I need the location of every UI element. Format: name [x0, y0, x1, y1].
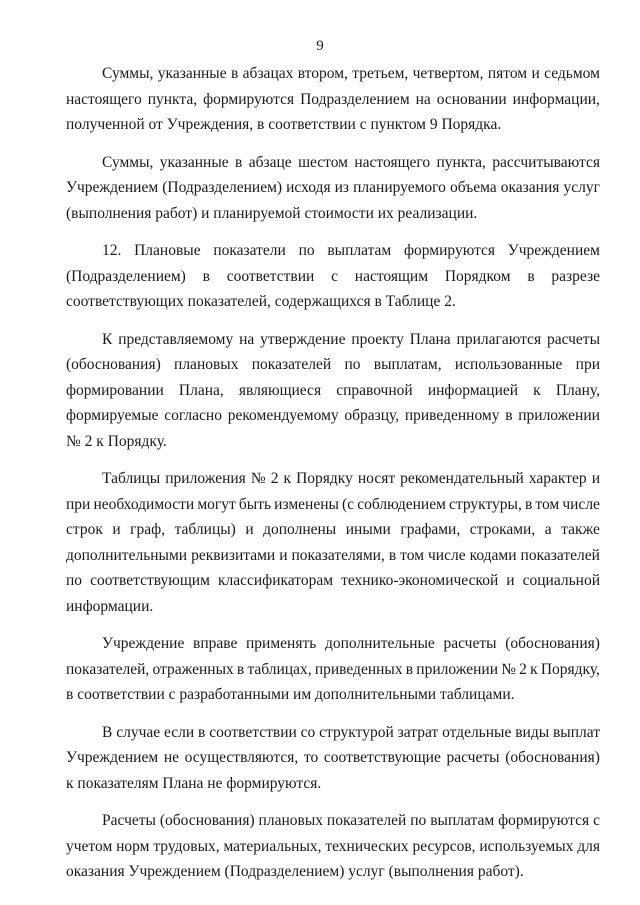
text-line: соответствующих показателей, содержащихся в Таблице 2. — [66, 293, 456, 310]
page-number: 9 — [316, 38, 324, 54]
paragraph — [66, 150, 600, 227]
paragraph — [66, 61, 600, 138]
text-line: Суммы, указанные в абзаце шестом настоящего пункта, рассчитываются — [102, 153, 600, 171]
text-line: дополнительными реквизитами и показателями, в том числе кодами показателей — [66, 546, 600, 564]
text-line: (выполнения работ) и планируемой стоимости их реализации. — [66, 204, 478, 222]
text-line: Учреждением не осуществляются, то соответствующие расчеты (обоснования) — [66, 749, 600, 766]
text-line: оказания Учреждением (Подразделением) услуг (выполнения работ). — [66, 863, 524, 880]
text-line: формируемые согласно рекомендуемому образцу, приведенному в приложении — [66, 407, 600, 424]
text-line: Суммы, указанные в абзацах втором, третьем, четвертом, пятом и седьмом — [102, 65, 600, 82]
paragraph — [66, 327, 600, 455]
text-line: полученной от Учреждения, в соответствии с пунктом 9 Порядка. — [66, 116, 502, 133]
paragraph — [66, 466, 600, 619]
text-line: (обоснования) плановых показателей по выплатам, использованные при — [66, 356, 600, 373]
text-line: Учреждением (Подразделением) исходя из планируемого объема оказания услуг — [66, 179, 600, 196]
text-line: в соответствии с разработанными им дополнительными таблицами. — [66, 686, 515, 703]
text-line: при необходимости могут быть изменены (с соблюдением структуры, в том числе — [66, 495, 600, 513]
paragraph — [66, 720, 600, 797]
text-line: 12. Плановые показатели по выплатам формируются Учреждением — [102, 242, 600, 259]
text-line: к показателям Плана не формируются. — [66, 774, 322, 792]
text-line: настоящего пункта, формируются Подразделением на основании информации, — [66, 90, 600, 108]
text-line: формировании Плана, являющиеся справочной информацией к Плану, — [66, 381, 600, 399]
text-line: показателей, отраженных в таблицах, приведенных в приложении № 2 к Порядку, — [66, 660, 600, 678]
text-line: информации. — [66, 597, 154, 615]
paragraph — [66, 808, 600, 885]
text-line: К представляемому на утверждение проекту Плана прилагаются расчеты — [102, 330, 600, 348]
text-line: Расчеты (обоснования) плановых показателей по выплатам формируются с — [102, 812, 600, 829]
text-line: № 2 к Порядку. — [66, 432, 167, 450]
text-line: учетом норм трудовых, материальных, технических ресурсов, используемых для — [66, 837, 600, 855]
text-line: по соответствующим классификаторам технико-экономической и социальной — [66, 572, 600, 589]
text-line: (Подразделением) в соответствии с настоящим Порядком в разрезе — [66, 267, 600, 285]
document-body — [66, 61, 600, 897]
text-line: Учреждение вправе применять дополнительные расчеты (обоснования) — [102, 635, 600, 652]
paragraph — [66, 631, 600, 708]
text-line: Таблицы приложения № 2 к Порядку носят рекомендательный характер и — [102, 470, 600, 487]
text-line: строк и граф, таблицы) и дополнены иными графами, строками, а также — [66, 521, 600, 538]
text-line: В случае если в соответствии со структурой затрат отдельные виды выплат — [102, 723, 600, 741]
paragraph — [66, 238, 600, 315]
